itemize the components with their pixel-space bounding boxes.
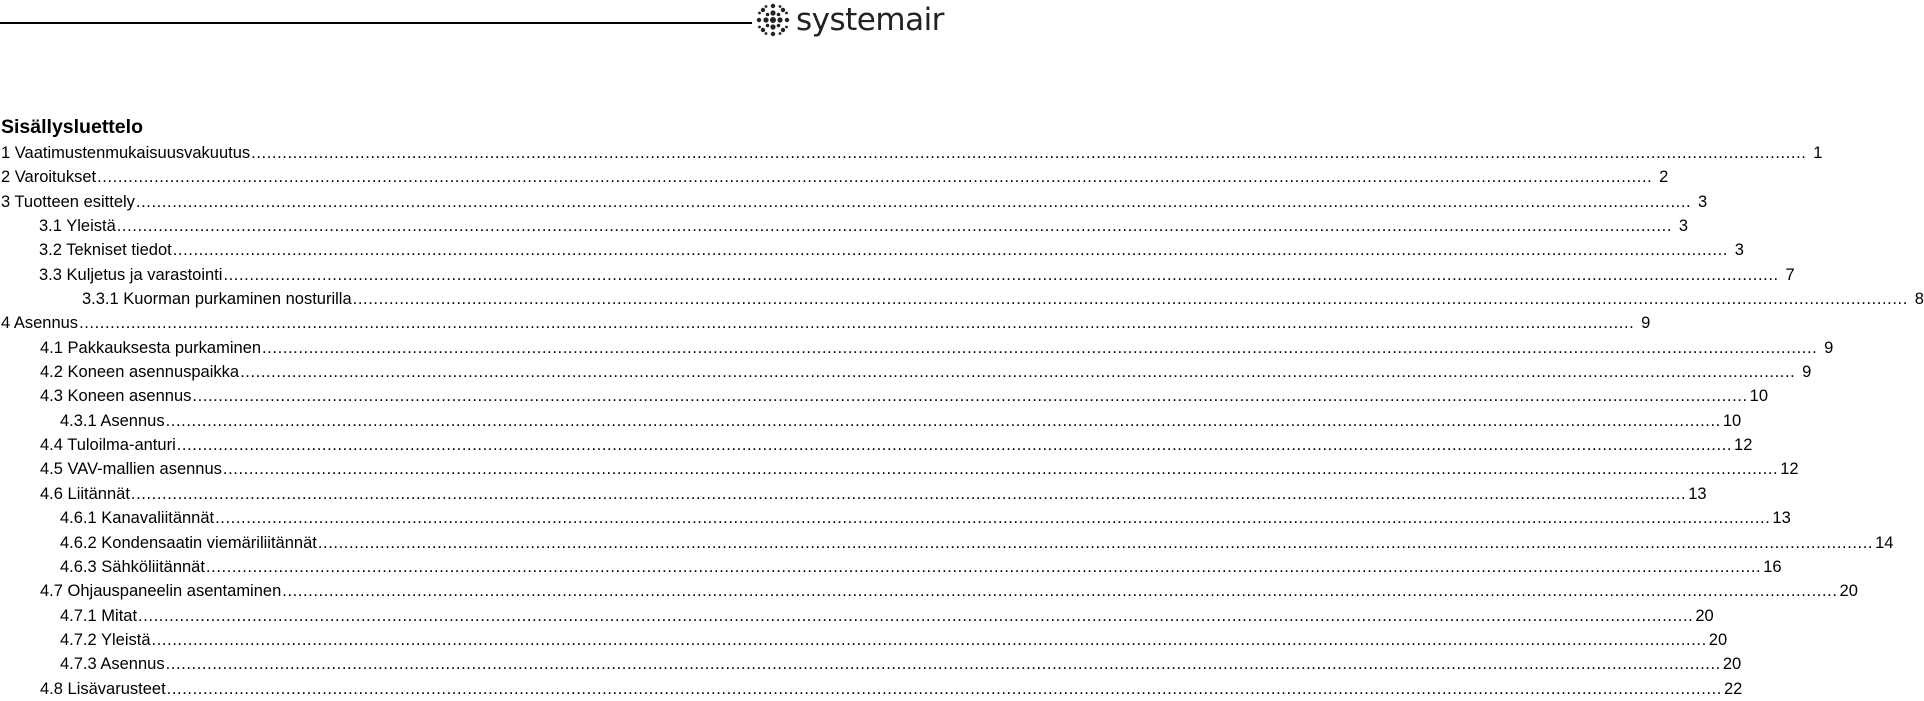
toc-entry-label: 4.6 Liitännät (40, 484, 130, 503)
dot-leader: ............................................................................................................................................................................................................................................................................................................ (251, 144, 1807, 162)
toc-entry-label: 4.6.1 Kanavaliitännät (60, 509, 215, 528)
toc-entry-page: 1 (1813, 144, 1823, 162)
toc-title: Sisällysluettelo (1, 116, 143, 138)
dot-leader: ............................................................................................................................................................................................................................................................................................................ (135, 192, 1692, 211)
toc-entry[interactable] (0, 433, 1753, 457)
table-of-contents (0, 141, 1924, 701)
toc-entry-label: 4.2 Koneen asennuspaikka (40, 363, 240, 382)
dot-leader: ............................................................................................................................................................................................................................................................................................................ (138, 606, 1694, 625)
toc-entry-label: 3.3.1 Kuorman purkaminen nosturilla (82, 290, 352, 309)
dot-leader: ............................................................................................................................................................................................................................................................................................................ (222, 460, 1779, 479)
toc-entry-label: 2 Varoitukset (1, 168, 97, 187)
toc-entry[interactable] (0, 287, 1924, 311)
dot-leader: ............................................................................................................................................................................................................................................................................................................ (205, 557, 1762, 576)
toc-entry-label: 3 Tuotteen esittely (1, 192, 135, 211)
toc-entry-label: 1 Vaatimustenmukaisuusvakuutus (1, 144, 251, 162)
toc-entry-page: 9 (1824, 338, 1834, 357)
toc-entry-label: 4.7.1 Mitat (60, 606, 138, 625)
toc-entry[interactable] (0, 457, 1799, 481)
dot-leader: ............................................................................................................................................................................................................................................................................................................ (165, 655, 1721, 674)
toc-entry[interactable] (0, 263, 1795, 287)
toc-entry[interactable] (0, 531, 1894, 555)
toc-entry-page: 13 (1688, 484, 1707, 503)
toc-entry[interactable] (0, 604, 1714, 628)
toc-entry[interactable] (0, 336, 1834, 360)
dot-leader: ............................................................................................................................................................................................................................................................................................................ (240, 363, 1796, 382)
dot-leader: ............................................................................................................................................................................................................................................................................................................ (352, 290, 1908, 309)
toc-entry[interactable] (0, 190, 1708, 214)
toc-entry-page: 14 (1875, 533, 1894, 552)
dot-leader: ............................................................................................................................................................................................................................................................................................................ (317, 533, 1874, 552)
toc-entry[interactable] (0, 409, 1742, 433)
dot-leader: ............................................................................................................................................................................................................................................................................................................ (223, 265, 1779, 284)
toc-entry-page: 20 (1708, 630, 1728, 649)
toc-entry-page: 20 (1695, 606, 1714, 625)
toc-entry-page: 3 (1678, 217, 1689, 236)
systemair-logo-icon (756, 3, 790, 37)
toc-entry[interactable] (0, 165, 1669, 189)
toc-entry[interactable] (0, 555, 1782, 579)
toc-entry-label: 4.5 VAV-mallien asennus (40, 460, 222, 479)
dot-leader: ............................................................................................................................................................................................................................................................................................................ (282, 582, 1838, 601)
systemair-logo (756, 0, 944, 40)
toc-entry[interactable] (0, 677, 1743, 701)
toc-entry-label: 4.7 Ohjauspaneelin asentaminen (40, 582, 282, 601)
toc-entry-label: 4.4 Tuloilma-anturi (40, 436, 176, 455)
toc-entry-page: 12 (1780, 460, 1799, 479)
toc-entry-page: 10 (1722, 411, 1742, 430)
toc-entry[interactable] (0, 141, 1823, 165)
toc-entry[interactable] (0, 579, 1858, 603)
toc-entry-page: 3 (1734, 241, 1744, 260)
dot-leader: ............................................................................................................................................................................................................................................................................................................ (116, 217, 1673, 236)
toc-entry-label: 4.7.3 Asennus (60, 655, 165, 674)
toc-entry-page: 20 (1839, 582, 1858, 601)
dot-leader: ............................................................................................................................................................................................................................................................................................................ (166, 679, 1722, 698)
toc-entry-page: 13 (1772, 509, 1791, 528)
toc-entry-label: 4.3 Koneen asennus (40, 387, 192, 406)
toc-entry-page: 12 (1734, 436, 1753, 455)
brand-name: systemair (796, 1, 944, 38)
dot-leader: ............................................................................................................................................................................................................................................................................................................ (130, 484, 1687, 503)
toc-entry-page: 8 (1914, 290, 1924, 309)
toc-entry-page: 7 (1785, 265, 1795, 284)
toc-entry-page: 9 (1802, 363, 1812, 382)
toc-entry-page: 3 (1698, 192, 1708, 211)
toc-entry-page: 9 (1641, 314, 1651, 333)
toc-entry-label: 4.1 Pakkauksesta purkaminen (40, 338, 262, 357)
toc-entry-label: 3.2 Tekniset tiedot (39, 241, 172, 260)
dot-leader: ............................................................................................................................................................................................................................................................................................................ (79, 314, 1635, 333)
toc-entry[interactable] (0, 482, 1707, 506)
dot-leader: ............................................................................................................................................................................................................................................................................................................ (165, 411, 1721, 430)
toc-entry[interactable] (0, 384, 1769, 408)
toc-entry-page: 16 (1763, 557, 1782, 576)
dot-leader: ............................................................................................................................................................................................................................................................................................................ (97, 168, 1653, 187)
dot-leader: ............................................................................................................................................................................................................................................................................................................ (215, 509, 1771, 528)
toc-entry-label: 3.1 Yleistä (39, 217, 116, 236)
toc-entry[interactable] (0, 506, 1791, 530)
toc-entry-label: 4.3.1 Asennus (60, 411, 165, 430)
toc-entry-label: 4 Asennus (1, 314, 79, 333)
dot-leader: ............................................................................................................................................................................................................................................................................................................ (192, 387, 1748, 406)
toc-entry[interactable] (0, 652, 1742, 676)
toc-entry[interactable] (0, 214, 1689, 238)
toc-entry-page: 10 (1749, 387, 1769, 406)
dot-leader: ............................................................................................................................................................................................................................................................................................................ (176, 436, 1733, 455)
toc-entry[interactable] (0, 628, 1728, 652)
toc-entry-page: 22 (1723, 679, 1743, 698)
toc-entry[interactable] (0, 360, 1812, 384)
toc-entry-page: 2 (1659, 168, 1669, 187)
toc-entry-label: 4.6.2 Kondensaatin viemäriliitännät (60, 533, 317, 552)
toc-entry-label: 3.3 Kuljetus ja varastointi (39, 265, 223, 284)
toc-entry-page: 20 (1722, 655, 1742, 674)
toc-entry-label: 4.6.3 Sähköliitännät (60, 557, 205, 576)
toc-entry[interactable] (0, 311, 1651, 335)
page-header (0, 0, 960, 40)
header-rule (0, 22, 752, 24)
dot-leader: ............................................................................................................................................................................................................................................................................................................ (172, 241, 1728, 260)
dot-leader: ............................................................................................................................................................................................................................................................................................................ (151, 630, 1707, 649)
toc-entry[interactable] (0, 238, 1744, 262)
dot-leader: ............................................................................................................................................................................................................................................................................................................ (262, 338, 1818, 357)
toc-entry-label: 4.7.2 Yleistä (60, 630, 151, 649)
toc-entry-label: 4.8 Lisävarusteet (40, 679, 166, 698)
